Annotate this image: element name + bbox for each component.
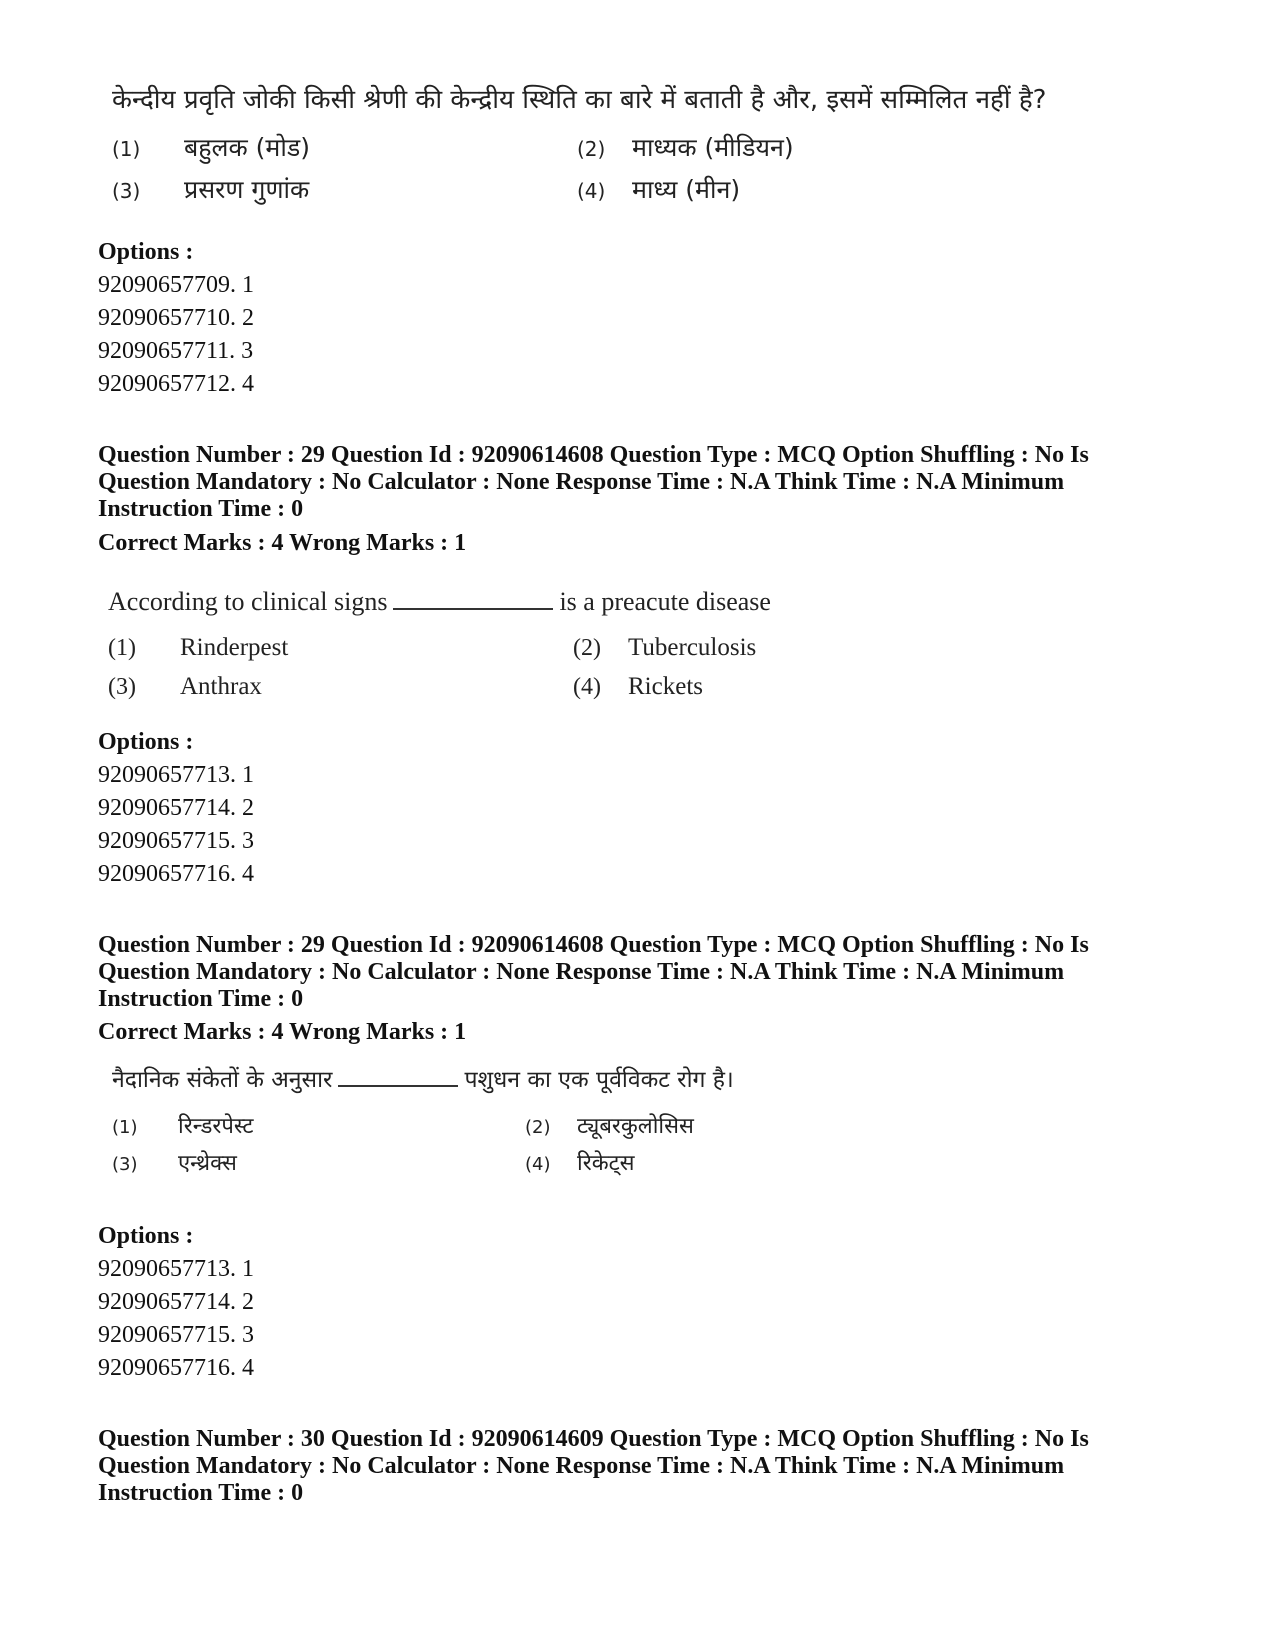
options-label: Options : [98, 1223, 194, 1249]
question-meta: Question Number : 30 Question Id : 92090614609 Question Type : MCQ Option Shuffling : No Is Question Mandatory : No Calculator : None Response Time : N.A Think Time : N.A Minimum Instruction Time : 0 [98, 1426, 1089, 1506]
options-list [98, 726, 254, 891]
options-list [98, 236, 254, 401]
option-item: 92090657714. 2 [98, 795, 254, 821]
options-label: Options : [98, 729, 194, 755]
options-list [98, 1220, 254, 1385]
question-image-hindi-preacute [100, 1062, 1100, 1194]
question-meta: Question Number : 29 Question Id : 92090614608 Question Type : MCQ Option Shuffling : No Is Question Mandatory : No Calculator : None Response Time : N.A Think Time : N.A Minimum Instruction Time : 0 [98, 442, 1089, 522]
choice-1: (1) रिन्डरपेस्ट [112, 1114, 254, 1139]
question-choices [100, 1104, 1100, 1194]
choice-2: (2) ट्यूबरकुलोसिस [525, 1114, 694, 1139]
option-item: 92090657715. 3 [98, 828, 254, 854]
choice-4: (4) Rickets [573, 673, 703, 700]
option-item: 92090657716. 4 [98, 1355, 254, 1381]
question-meta: Question Number : 29 Question Id : 92090614608 Question Type : MCQ Option Shuffling : No Is Question Mandatory : No Calculator : None Response Time : N.A Think Time : N.A Minimum Instruction Time : 0 [98, 932, 1089, 1012]
question-choices [100, 626, 1100, 716]
choice-4: (4) रिकेट्स [525, 1151, 635, 1176]
option-item: 92090657711. 3 [98, 338, 254, 364]
question-image-hindi-central-tendency [100, 82, 1100, 214]
answer-blank [338, 1071, 458, 1087]
choice-3: (3) Anthrax [108, 673, 262, 700]
option-item: 92090657713. 1 [98, 1256, 254, 1282]
choice-2: (2) Tuberculosis [573, 634, 757, 661]
choice-3: (3) प्रसरण गुणांक [112, 175, 310, 204]
choice-1: (1) Rinderpest [108, 634, 289, 661]
option-item: 92090657714. 2 [98, 1289, 254, 1315]
question-text: According to clinical signs is a preacute disease [108, 587, 771, 616]
choice-3: (3) एन्थ्रेक्स [112, 1151, 237, 1176]
option-item: 92090657712. 4 [98, 371, 254, 397]
question-text: केन्दीय प्रवृति जोकी किसी श्रेणी की केन्द्रीय स्थिति का बारे में बताती है और, इसमें सम्मिलित नहीं है? [112, 85, 1047, 115]
option-item: 92090657710. 2 [98, 305, 254, 331]
option-item: 92090657713. 1 [98, 762, 254, 788]
question-image-english [100, 584, 1100, 716]
option-item: 92090657716. 4 [98, 861, 254, 887]
question-text: नैदानिक संकेतों के अनुसार पशुधन का एक पूर्वविकट रोग है। [112, 1067, 734, 1093]
option-item: 92090657709. 1 [98, 272, 254, 298]
choice-4: (4) माध्य (मीन) [577, 175, 741, 204]
marks-line: Correct Marks : 4 Wrong Marks : 1 [98, 1019, 467, 1045]
choice-2: (2) माध्यक (मीडियन) [577, 133, 794, 162]
marks-line: Correct Marks : 4 Wrong Marks : 1 [98, 530, 467, 556]
options-label: Options : [98, 239, 194, 265]
choice-1: (1) बहुलक (मोड) [112, 133, 310, 162]
answer-blank [393, 588, 553, 610]
option-item: 92090657715. 3 [98, 1322, 254, 1348]
question-choices [100, 124, 1100, 214]
